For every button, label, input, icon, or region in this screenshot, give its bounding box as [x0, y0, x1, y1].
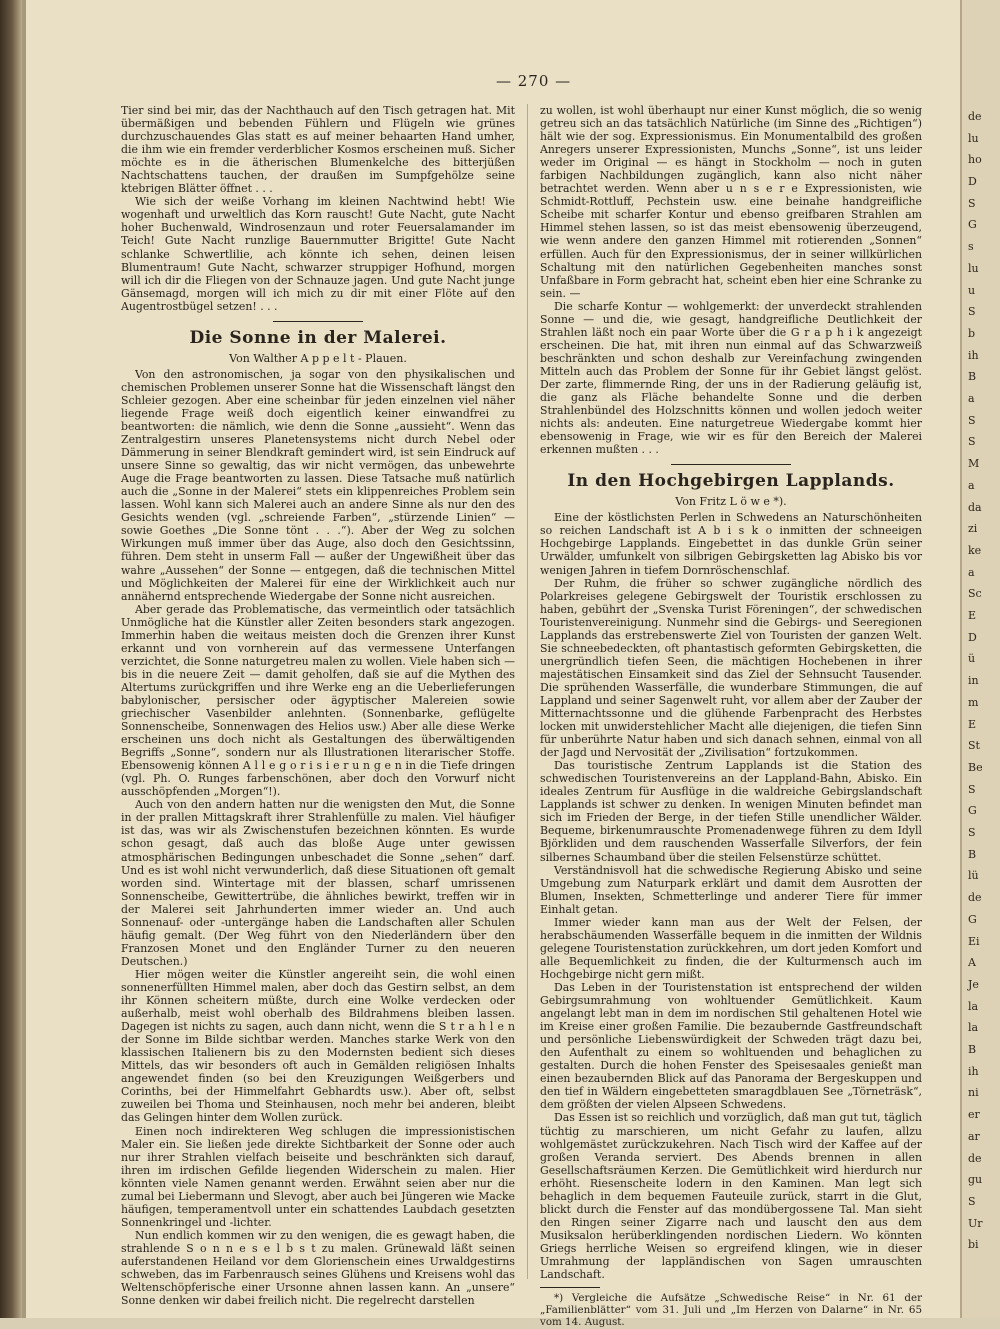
adjacent-page-fragment: S [968, 305, 976, 319]
continuation-paragraph: Die scharfe Kontur — wohlgemerkt: der unverdeckt strahlenden Sonne — und die, wie gesagt, handgreifliche Deutlichkeit der Strahlen läßt noch ein paar Worte über die G r a p h i k angezeigt erscheinen. Die hat, mit ihren nun einmal auf das Schwarzweiß beschränkten und schon deshalb zur Vereinfachung zwingenden Mitteln auch das Problem der Sonne für ihr Gebiet längst gelöst. Der zarte, flimmernde Ring, der uns in der Radierung geläufig ist, die ganz als Fläche behandelte Sonne und die derben Strahlenbündel des Holzschnitts können und wollen jedoch weiter nichts als: andeuten. Eine naturgetreue Wiedergabe kommt hier ebensowenig in Frage, wie wir es für den Bereich der Malerei erkennen mußten . . . [540, 299, 922, 457]
adjacent-page-fragment: la [968, 1021, 979, 1035]
adjacent-page-fragment: a [968, 392, 975, 406]
adjacent-page-fragment: Sc [968, 587, 982, 601]
adjacent-page-fragment: in [968, 674, 979, 688]
adjacent-page-fragment: G [968, 912, 977, 926]
article-paragraph: Eine der köstlichsten Perlen in Schwedens an Naturschönheiten so reichen Landschaft ist A b i s k o inmitten der schneeigen Hochgebirge Lapplands. Eingebettet in das dunkle Grün seiner Urwälder, umfunkelt von silbrigen Gebirgsketten lag Abisko bis vor wenigen Jahren in tiefem Dornröschenschlaf. [540, 511, 922, 577]
adjacent-page-fragment: m [968, 695, 979, 709]
article-paragraph: Von den astronomischen, ja sogar von den physikalischen und chemischen Problemen unserer Sonne hat die Wissenschaft längst den Schleier gezogen. Aber eine scheinbar für jeden einzelnen viel näher liegende Frage weiß doch eigentlich keiner einwandfrei zu beantworten: die nämlich, wie denn die Sonne „aussieht“. Wenn das Zentralgestirn unseres Planetensystems nicht durch Nebel oder Dämmerung in seiner Blendkraft gemindert wird, ist sein Eindruck auf unsere Sinne so gewaltig, das wir nicht vermögen, das unbewehrte Auge die Frage beantworten zu lassen. Diese Tatsache muß natürlich auch die „Sonne in der Malerei“ stets ein klippenreiches Problem sein lassen. Wohl kann sich Malerei auch an andere Sinne als nur den des Gesichts wenden (vgl. „schreiende Farben“, „stürzende Linien“ — sowie Goethes „Die Sonne tönt . . .“). Aber der Weg zu solchen Wirkungen muß immer über das Auge, also doch den Gesichtssinn, führen. Dem steht in unserm Fall — außer der Ungewißheit über das wahre „Aussehen“ der Sonne — entgegen, daß die technischen Mittel und Möglichkeiten der Malerei für eine der Wirklichkeit auch nur annähernd entsprechende Wiedergabe der Sonne nicht ausreichen. [121, 367, 515, 603]
adjacent-page-fragment: S [968, 413, 976, 427]
adjacent-page-fragment: S [968, 782, 976, 796]
adjacent-page-fragment: B [968, 1043, 977, 1057]
article-paragraph: Immer wieder kann man aus der Welt der Felsen, der herabschäumenden Wasserfälle bequem in die inmitten der Wildnis gelegene Touristenstation zurückkehren, um dort jeden Komfort und alle Bequemlichkeit zu finden, die der Kulturmensch auch im Hochgebirge nicht gern mißt. [540, 915, 922, 981]
adjacent-page-fragment: E [968, 717, 977, 731]
adjacent-page-fragment: de [968, 110, 982, 123]
adjacent-page-fragment: de [968, 1151, 982, 1165]
intro-paragraph: Tier sind bei mir, das der Nachthauch auf den Tisch getragen hat. Mit übermäßigen und bebenden Fühlern und Flügeln wie grünes durchzuschauendes Glas statt es auf meiner behaarten Hand umher, die ihm wie ein fremder verderblicher Kosmos erscheinen muß. Sicher möchte es in die ätherischen Blumenkelche des bitterjüßen Nachtschattens tauchen, der draußen im Sumpfgehölze seine ktebrigen Blätter öffnet . . . [121, 104, 515, 196]
adjacent-page-fragment: ni [968, 1086, 979, 1100]
section-rule [671, 464, 791, 465]
adjacent-page-fragment: la [968, 999, 979, 1013]
adjacent-page-fragment: a [968, 478, 975, 492]
adjacent-page-fragment: lu [968, 131, 979, 145]
intro-paragraph: Wie sich der weiße Vorhang im kleinen Nachtwind hebt! Wie wogenhaft und urweltlich das Korn rauscht! Gute Nacht, gute Nacht hoher Buchenwald, Windrosenzaun und roter Feuersalamander im Teich! Gute Nacht runzlige Bauernmutter Brigitte! Gute Nacht schlanke Schwertlilie, ach könnte ich sehen, deinen leisen Blumentraum! Gute Nacht, schwarzer struppiger Hofhund, morgen will ich dir die Fliegen von der Schnauze jagen. Und gute Nacht junge Gänsemagd, morgen will ich mich zu dir mit einer Flöte auf den Augentrostbügel setzen! . . . [121, 195, 515, 313]
book-spine [0, 0, 22, 1318]
adjacent-page-fragment: lu [968, 261, 979, 275]
adjacent-page-fragment: S [968, 196, 976, 210]
adjacent-page-fragment: Be [968, 760, 983, 774]
footnote-rule [540, 1287, 600, 1288]
adjacent-page-fragment: a [968, 565, 975, 579]
adjacent-page-fragment: ü [968, 652, 976, 666]
page-number: — 270 — [496, 72, 572, 90]
adjacent-page-fragment: Ur [968, 1216, 983, 1230]
article-paragraph: Einen noch indirekteren Weg schlugen die impressionistischen Maler ein. Sie ließen jede direkte Sichtbarkeit der Sonne oder auch nur ihrer Strahlen vielfach beiseite und beschränkten sich darauf, ihren im irdischen Gefilde liegenden Widerschein zu malen. Hier könnten viele Namen genannt werden. Erwähnt seien aber nur die zumal bei Liebermann und Slevogt, aber auch bei Jüngeren wie Macke häufigen, temperamentvoll unter ein schattendes Laubdach gesetzten Sonnenkringel und -lichter. [121, 1124, 515, 1229]
adjacent-page-edge [960, 0, 1000, 1318]
adjacent-page-fragment: ih [968, 348, 979, 362]
adjacent-page-fragment: gu [968, 1173, 983, 1187]
adjacent-page-fragment: S [968, 826, 976, 840]
adjacent-page-fragment: ar [968, 1129, 980, 1143]
adjacent-page-fragment: B [968, 370, 977, 384]
adjacent-page-fragment: S [968, 1194, 976, 1208]
adjacent-page-fragment: D [968, 630, 977, 644]
adjacent-page-fragment: ke [968, 543, 982, 557]
adjacent-page-fragment: St [968, 739, 980, 753]
article-paragraph: Auch von den andern hatten nur die wenigsten den Mut, die Sonne in der prallen Mittagskraft ihrer Strahlenfülle zu malen. Viel häufiger ist das, was wir als Zwischenstufen bezeichnen könnten. Es wurde schon gesagt, daß auch das bloße Auge unter gewissen atmosphärischen Bedingungen unbeschadet die Sonne „sehen“ darf. Und es ist wohl nicht verwunderlich, daß diese Situationen oft gemalt worden sind. Wintertage mit der blassen, scharf umrissenen Sonnenscheibe, Gewittertrübe, die ähnliches bewirkt, treffen wir in der Malerei seit Jahrhunderten immer wieder an. Und auch Sonnenauf- oder -untergänge haben die Landschaften aller Schulen häufig gemalt. (Der Weg führt von den Niederländern über den Franzosen Monet und den Engländer Turner zu den neueren Deutschen.) [121, 798, 515, 968]
adjacent-page-fragment: bi [968, 1238, 979, 1252]
left-column [121, 104, 515, 1307]
adjacent-page-fragment: A [968, 956, 976, 970]
adjacent-page-fragment: E [968, 609, 977, 623]
section-rule [273, 321, 363, 322]
adjacent-page-fragment: ho [968, 153, 982, 167]
footnote: *) Vergleiche die Aufsätze „Schwedische Reise“ in Nr. 61 der „Familienblätter“ vom 31. Juli und „Im Herzen von Dalarne“ in Nr. 65 vom 14. August. [540, 1292, 922, 1329]
adjacent-page-fragment: Je [968, 977, 979, 991]
adjacent-page-fragment: B [968, 847, 977, 861]
continuation-paragraph: zu wollen, ist wohl überhaupt nur einer Kunst möglich, die so wenig getreu sich an das tatsächlich Natürliche (im Sinne des „Richtigen“) hält wie der sog. Expressionismus. Ein Monumentalbild des großen Anregers unserer Expressionisten, Munchs „Sonne“, ist uns leider weder im Original — es hängt in Stockholm — noch in guten farbigen Nachbildungen zugänglich, kann also nicht näher betrachtet werden. Wenn aber u n s e r e Expressionisten, wie Schmidt-Rottluff, Pechstein usw. eine beinahe handgreifliche Scheibe mit scharfer Kontur und ebenso greifbaren Strahlen am Himmel stehen lassen, so ist das meist ebensowenig überzeugend, wie wenn andere den ganzen Himmel mit rotierenden „Sonnen“ erfüllen. Auch für den Expressionismus, der in seiner willkürlichen Schaltung mit den natürlichen Gegebenheiten manches sonst Unfaßbare in Form gebracht hat, scheint eben hier eine Schranke zu sein. — [540, 104, 922, 300]
adjacent-page-fragment: ih [968, 1064, 979, 1078]
adjacent-page-fragment: er [968, 1108, 980, 1122]
adjacent-page-fragment: da [968, 500, 982, 514]
article-byline: Von Fritz L ö w e *). [675, 495, 787, 509]
article-paragraph: Der Ruhm, die früher so schwer zugängliche nördlich des Polarkreises gelegene Gebirgswelt der Touristik erschlossen zu haben, gebührt der „Svenska Turist Föreningen“, der schwedischen Touristenvereinigung. Nunmehr sind die Gebirgs- und Seeregionen Lapplands das erstrebenswerte Ziel von Touristen der ganzen Welt. Sie schneebedeckten, oft phantastisch geformten Gebirgsketten, die unergründlich tiefen Seen, die mächtigen Hochebenen in ihrer majestätischen Einsamkeit sind das Ziel der Sehnsucht Tausender. Die sprühenden Wasserfälle, die wunderbare Stimmungen, die auf Lappland und seiner Sagenwelt ruht, vor allem aber der Zauber der Mitternachtssonne und die glühende Farbenpracht des Herbstes locken mit unwiderstehlicher Macht alle diejenigen, die tiefen Sinn für unberührte Natur haben und sich danach sehnen, einmal von all der Jagd und Nervosität der „Zivilisation“ fortzukommen. [540, 576, 922, 760]
article-paragraph: Das touristische Zentrum Lapplands ist die Station des schwedischen Touristenvereins an der Lappland-Bahn, Abisko. Ein ideales Zentrum für Ausflüge in die waldreiche Gebirgslandschaft Lapplands ist schwer zu denken. In wenigen Minuten befindet man sich im Frieden der Berge, in der tiefen Stille unendlicher Wälder. Bequeme, birkenumrauschte Promenadenwege führen zu dem Idyll Björkliden und dem rauschenden Wasserfalle Silverfors, der fein silbernes Schaumband über die steilen Felsenstürze schüttet. [540, 759, 922, 864]
article-paragraph: Das Leben in der Touristenstation ist entsprechend der wilden Gebirgsumrahmung von wohltuender Gemütlichkeit. Kaum angelangt lebt man in dem im nordischen Stil gehaltenen Hotel wie im Kreise einer großen Familie. Die bezaubernde Gastfreundschaft und persönliche Liebenswürdigkeit der Schweden trägt dazu bei, den Aufenthalt zu einem so wohltuenden und behaglichen zu gestalten. Durch die hohen Fenster des Speisesaales genießt man einen bezaubernden Blick auf das Panorama der Bergeskuppen und den tief in Wäldern eingebetteten smaragdblauen See „Törneträsk“, dem größten der vielen Alpseen Schwedens. [540, 981, 922, 1112]
adjacent-page-fragment: zi [968, 522, 978, 536]
article-byline: Von Walther A p p e l t - Plauen. [229, 351, 407, 365]
article-paragraph: Aber gerade das Problematische, das vermeintlich oder tatsächlich Unmögliche hat die Künstler aller Zeiten besonders stark angezogen. Immerhin haben die weitaus meisten doch die Grenzen ihrer Kunst erkannt und von vornherein auf das vermessene Unterfangen verzichtet, die Sonne naturgetreu malen zu wollen. Viele haben sich — bis in die neuere Zeit — damit geholfen, daß sie auf die Mythen des Altertums zurückgriffen und ihre Werke eng an die Ueberlieferungen babylonischer, persischer oder ägyptischer Malereien sowie griechischer Vasenbilder anlehnten. (Sonnenbarke, geflügelte Sonnenscheibe, Sonnenwagen des Helios usw.) Aber alle diese Werke erscheinen uns doch nicht als Gestaltungen des überwältigenden Begriffs „Sonne“, sondern nur als Illustrationen literarischer Stoffe. Ebensowenig können A l l e g o r i s i e r u n g e n in die Tiefe dringen (vgl. Ph. O. Runges farbenschönen, aber doch den Vorwurf nicht ausschöpfenden „Morgen“!). [121, 602, 515, 799]
article-paragraph: Verständnisvoll hat die schwedische Regierung Abisko und seine Umgebung zum Naturpark erklärt und damit dem Ausrotten der Blumen, Insekten, Schmetterlinge und anderer Tiere für immer Einhalt getan. [540, 863, 922, 916]
adjacent-page-fragment: G [968, 804, 977, 818]
right-column [540, 104, 922, 1329]
article-title: Die Sonne in der Malerei. [189, 327, 447, 348]
adjacent-page-fragment: u [968, 283, 976, 297]
article-paragraph: Hier mögen weiter die Künstler angereiht sein, die wohl einen sonnenerfüllten Himmel malen, aber doch das Gestirn selbst, an dem ihr Können scheitern müßte, durch eine Wolke verdecken oder außerhalb, meist wohl oberhalb des Bildrahmens bleiben lassen. Dagegen ist nichts zu sagen, auch dann nicht, wenn die S t r a h l e n der Sonne im Bilde sichtbar werden. Manches starke Werk von den klassischen Italienern bis zu den Modernsten bedient sich dieses Mittels, das wir besonders oft auch in Gemälden religiösen Inhalts angewendet finden (so bei den Kreuzigungen Weißgerbers und Corinths, bei der Himmelfahrt Gebhardts usw.). Aber oft, selbst zuweilen bei Thoma und Steinhausen, noch mehr bei anderen, bleibt das Gelingen hinter dem Wollen zurück. [121, 967, 515, 1125]
adjacent-page-fragment: G [968, 218, 977, 232]
adjacent-page-fragment: M [968, 457, 980, 471]
article-paragraph: Das Essen ist so reichlich und vorzüglich, daß man gut tut, täglich tüchtig zu marschieren, um nicht Gefahr zu laufen, allzu wohlgemästet zurückzukehren. Nach Tisch wird der Kaffee auf der großen Veranda serviert. Des Abends brennen in allen Gesellschaftsräumen Kerzen. Die Gemütlichkeit wird hierdurch nur erhöht. Riesenscheite lodern in den Kaminen. Man legt sich behaglich in dem bequemen Fauteuile zurück, starrt in die Glut, blickt durch die Fenster auf das mondübergossene Tal. Man sieht den Ringen seiner Zigarre nach und lauscht den aus dem Musiksalon herüberklingenden nordischen Liedern. Wo könnten Griegs herrliche Weisen so ergreifend klingen, wie in dieser Umrahmung der lappländischen von Sagen umrauschten Landschaft. [540, 1111, 922, 1282]
adjacent-page-fragment: Ei [968, 934, 980, 948]
column-divider [527, 104, 528, 1279]
article-paragraph: Nun endlich kommen wir zu den wenigen, die es gewagt haben, die strahlende S o n n e s e l b s t zu malen. Grünewald läßt seinen auferstandenen Heiland vor dem Glorienschein eines Urwaldgestirns schweben, das im Farbenrausch seines Glühens und Kreisens wohl das Weltenschöpferische einer Ursonne ahnen lassen kann. An „unsere“ Sonne denken wir dabei freilich nicht. Die regelrecht darstellen [121, 1228, 515, 1308]
adjacent-page-fragment: s [968, 240, 974, 254]
adjacent-page-fragment: D [968, 175, 977, 189]
adjacent-page-fragment: lü [968, 869, 979, 883]
adjacent-page-fragment: S [968, 435, 976, 449]
article-title: In den Hochgebirgen Lapplands. [567, 471, 895, 492]
adjacent-page-fragment: de [968, 891, 982, 905]
adjacent-page-fragment: b [968, 326, 976, 340]
